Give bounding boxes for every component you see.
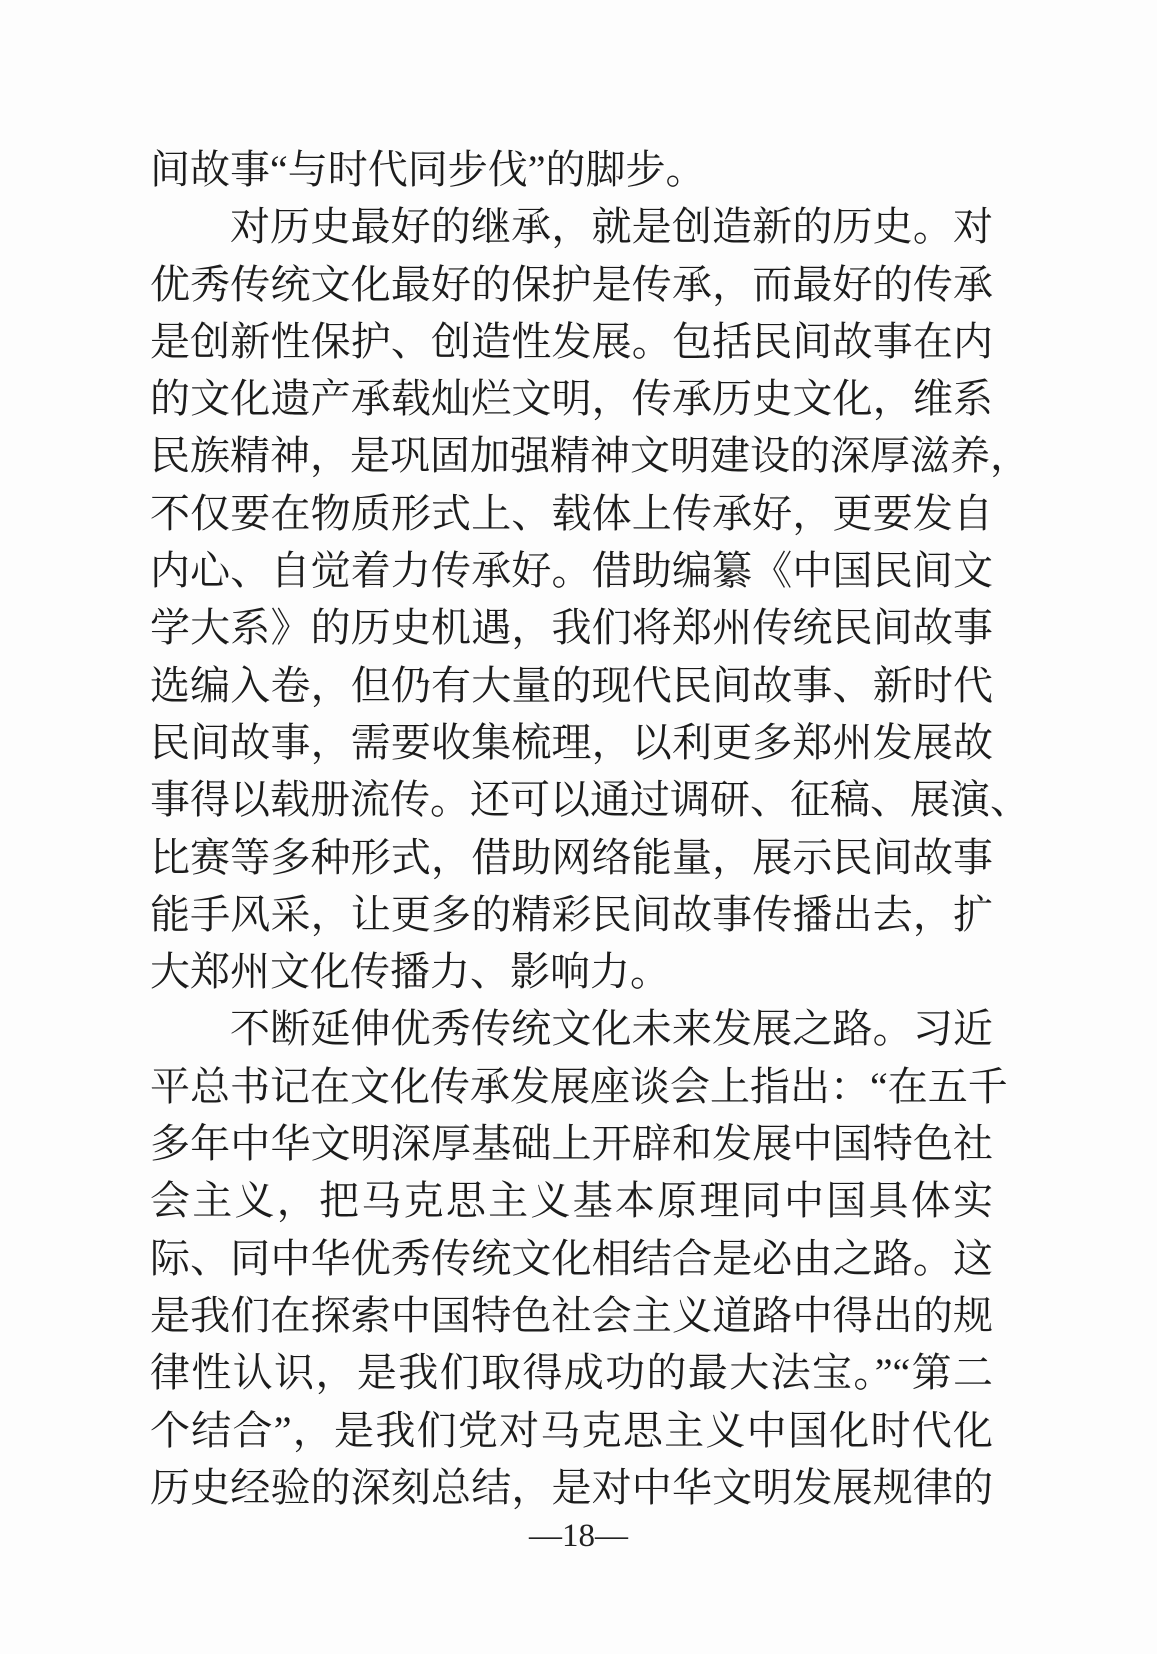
text-line: 能手风采，让更多的精彩民间故事传播出去，扩 (150, 891, 993, 937)
text-line: 民族精神，是巩固加强精神文明建设的深厚滋养， (150, 433, 1030, 479)
text-segment: 习近 (912, 1006, 994, 1052)
text-line: 对历史最好的继承，就是创造新的历史。对 (230, 204, 993, 250)
text-line: 会主义，把马克思主义基本原理同中国具体实 (150, 1178, 993, 1224)
text-line: 的文化遗产承载灿烂文明，传承历史文化，维系 (150, 376, 993, 422)
text-line: 历史经验的深刻总结，是对中华文明发展规律的 (150, 1464, 993, 1510)
page-number: —18— (529, 1518, 628, 1554)
text-line: 是创新性保护、创造性发展。包括民间故事在内 (150, 318, 993, 364)
text-line: 内心、自觉着力传承好。借助编纂《中国民间文 (150, 548, 993, 594)
text-line: 个结合”，是我们党对马克思主义中国化时代化 (150, 1407, 993, 1453)
text-line (150, 1000, 993, 1057)
text-line: 多年中华文明深厚基础上开辟和发展中国特色社 (150, 1121, 993, 1167)
text-line: 学大系》的历史机遇，我们将郑州传统民间故事 (150, 605, 993, 651)
text-line: 律性认识，是我们取得成功的最大法宝。”“第二 (150, 1350, 993, 1396)
text-body (150, 141, 1030, 1516)
text-line: 大郑州文化传播力、影响力。 (150, 949, 670, 995)
text-line: 不仅要在物质形式上、载体上传承好，更要发自 (150, 490, 993, 536)
text-line: 是我们在探索中国特色社会主义道路中得出的规 (150, 1292, 993, 1338)
paragraph-lead-in: 不断延伸优秀传统文化未来发展之路。 (230, 1006, 913, 1052)
text-line: 平总书记在文化传承发展座谈会上指出：“在五千 (150, 1063, 1008, 1109)
text-line: 选编入卷，但仍有大量的现代民间故事、新时代 (150, 662, 993, 708)
text-line: 事得以载册流传。还可以通过调研、征稿、展演、 (150, 777, 1030, 823)
text-line: 间故事“与时代同步伐”的脚步。 (150, 147, 706, 192)
text-line: 比赛等多种形式，借助网络能量，展示民间故事 (150, 834, 993, 880)
text-line: 优秀传统文化最好的保护是传承，而最好的传承 (150, 261, 993, 307)
text-line: 际、同中华优秀传统文化相结合是必由之路。这 (150, 1235, 993, 1281)
text-line: 民间故事，需要收集梳理，以利更多郑州发展故 (150, 719, 993, 765)
